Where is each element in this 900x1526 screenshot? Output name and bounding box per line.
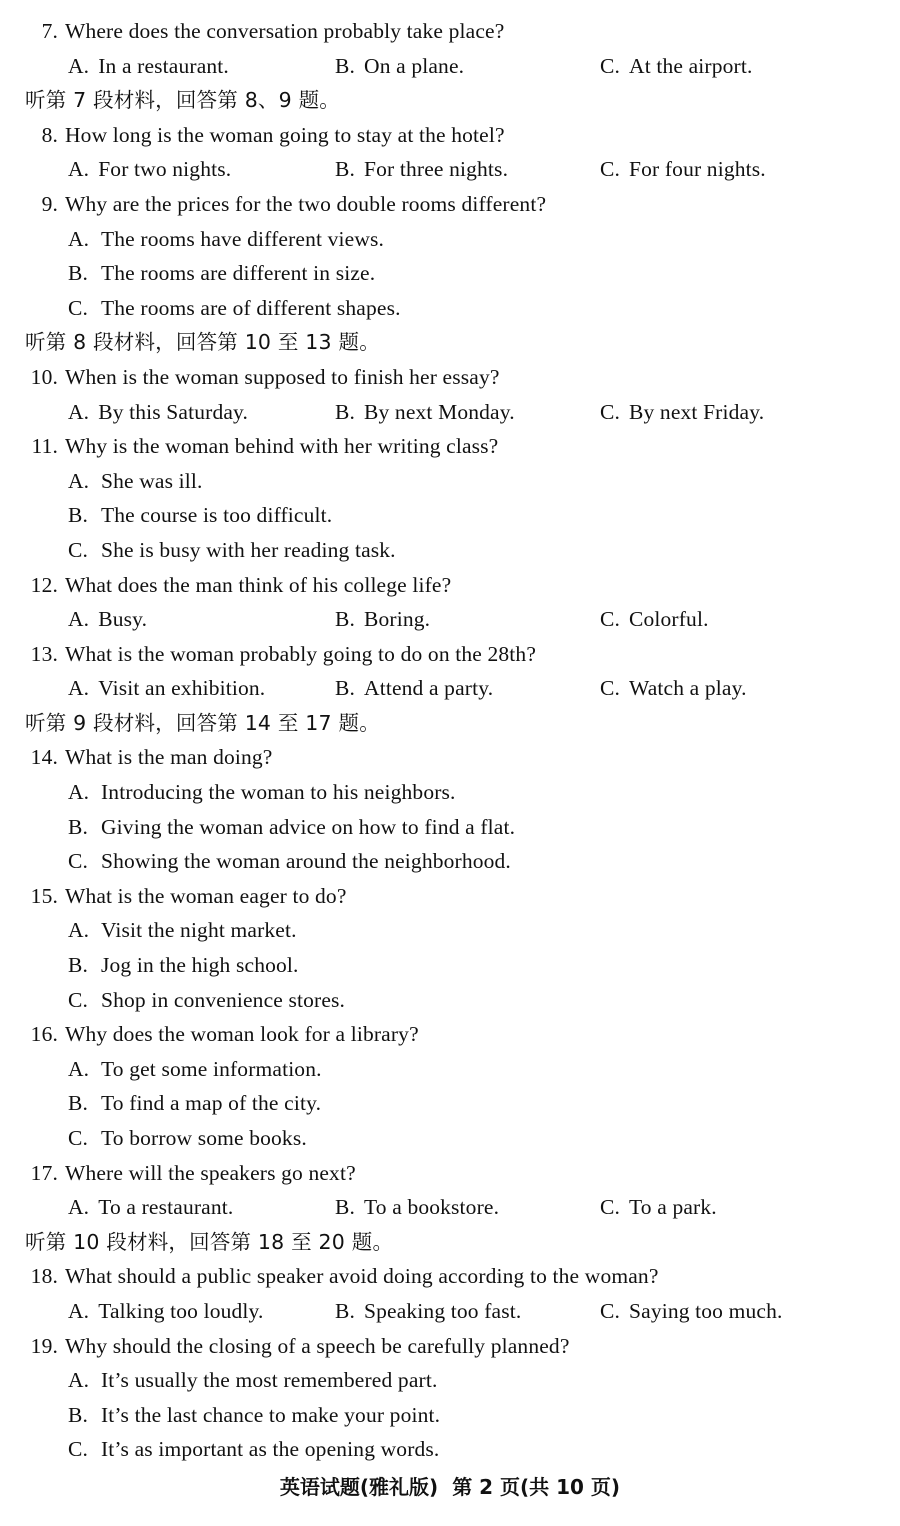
- question-stem: [0, 879, 900, 914]
- option-label: B.: [335, 399, 356, 424]
- option-text: Giving the woman advice on how to find a flat.: [101, 814, 516, 839]
- option-label: A.: [68, 1368, 90, 1393]
- question-text: Where will the speakers go next?: [65, 1160, 356, 1185]
- option-text: Introducing the woman to his neighbors.: [101, 780, 456, 805]
- answer-option[interactable]: [68, 152, 231, 187]
- option-label: A.: [68, 468, 90, 493]
- option-label: B.: [68, 814, 89, 839]
- question-number: 13.: [30, 641, 58, 666]
- question-stem: [0, 637, 900, 672]
- question-number: 19.: [30, 1333, 58, 1358]
- question-stem: [0, 1017, 900, 1052]
- option-label: B.: [335, 53, 356, 78]
- option-row: [0, 1294, 900, 1329]
- option-text: Jog in the high school.: [101, 953, 299, 978]
- option-text: It’s usually the most remembered part.: [101, 1368, 438, 1393]
- option-row: [0, 1190, 900, 1225]
- option-text: The course is too difficult.: [101, 503, 333, 528]
- answer-option[interactable]: [0, 844, 900, 879]
- option-label: B.: [335, 607, 356, 632]
- option-text: The rooms have different views.: [101, 226, 385, 251]
- option-text: The rooms are different in size.: [101, 261, 376, 286]
- option-text: It’s as important as the opening words.: [101, 1437, 440, 1462]
- question-text: Why should the closing of a speech be carefully planned?: [65, 1333, 570, 1358]
- answer-option[interactable]: [0, 810, 900, 845]
- option-text: To get some information.: [101, 1056, 322, 1081]
- option-label: B.: [335, 1195, 356, 1220]
- answer-option[interactable]: [0, 983, 900, 1018]
- option-label: C.: [600, 53, 621, 78]
- question-number: 17.: [30, 1160, 58, 1185]
- option-label: C.: [600, 676, 621, 701]
- question-text: When is the woman supposed to finish her essay?: [65, 364, 500, 389]
- question-number: 15.: [30, 883, 58, 908]
- answer-option[interactable]: [68, 1190, 233, 1225]
- option-text: By this Saturday.: [98, 399, 249, 424]
- question-number: 11.: [31, 434, 58, 459]
- option-label: C.: [600, 1195, 621, 1220]
- option-label: C.: [68, 1126, 89, 1150]
- question-stem: [0, 568, 900, 603]
- option-label: A.: [68, 399, 90, 424]
- option-label: C.: [68, 1437, 89, 1462]
- listening-directive: 听第 7 段材料，回答第 8、9 题。: [25, 88, 340, 113]
- question-number: 12.: [30, 572, 58, 597]
- answer-option[interactable]: [0, 948, 900, 983]
- answer-option[interactable]: [0, 775, 900, 810]
- question-text: What is the woman probably going to do on the 28th?: [65, 641, 537, 666]
- question-text: Why are the prices for the two double rooms different?: [65, 191, 547, 216]
- option-label: A.: [68, 1298, 90, 1323]
- answer-option[interactable]: [335, 49, 464, 84]
- answer-option[interactable]: [600, 671, 747, 706]
- answer-option[interactable]: [68, 395, 248, 430]
- answer-option[interactable]: [0, 291, 900, 326]
- footer-page-number: 第 2 页(共 10 页): [452, 1475, 621, 1499]
- page-footer: [0, 1471, 900, 1500]
- question-number: 16.: [30, 1022, 58, 1047]
- question-text: Why is the woman behind with her writing class?: [65, 434, 499, 459]
- option-text: For two nights.: [98, 157, 232, 182]
- answer-option[interactable]: [335, 1294, 521, 1329]
- question-text: What is the man doing?: [65, 745, 273, 770]
- option-text: Visit the night market.: [101, 918, 297, 943]
- option-label: B.: [68, 503, 89, 528]
- option-text: To borrow some books.: [101, 1126, 307, 1150]
- question-text: What should a public speaker avoid doing according to the woman?: [65, 1264, 659, 1289]
- answer-option[interactable]: [0, 1432, 900, 1467]
- answer-option[interactable]: [0, 1121, 900, 1156]
- question-stem: [0, 14, 900, 49]
- option-text: Shop in convenience stores.: [101, 987, 346, 1012]
- option-label: C.: [600, 1298, 621, 1323]
- option-label: A.: [68, 226, 90, 251]
- question-stem: [0, 1329, 900, 1364]
- option-text: To find a map of the city.: [101, 1091, 322, 1116]
- question-number: 10.: [30, 364, 58, 389]
- answer-option[interactable]: [68, 671, 265, 706]
- answer-option[interactable]: [68, 49, 229, 84]
- answer-option[interactable]: [600, 49, 752, 84]
- option-row: [0, 602, 900, 637]
- answer-option[interactable]: [0, 256, 900, 291]
- answer-option[interactable]: [335, 1190, 499, 1225]
- option-text: Showing the woman around the neighborhood.: [101, 849, 511, 874]
- option-row: [0, 671, 900, 706]
- answer-option[interactable]: [0, 1086, 900, 1121]
- answer-option[interactable]: [0, 1052, 900, 1087]
- option-text: For four nights.: [629, 157, 766, 182]
- option-text: Busy.: [98, 607, 148, 632]
- option-text: She was ill.: [101, 468, 203, 493]
- question-stem: [0, 118, 900, 153]
- option-label: C.: [68, 537, 89, 562]
- option-label: B.: [335, 676, 356, 701]
- answer-option[interactable]: [68, 602, 147, 637]
- option-text: It’s the last chance to make your point.: [101, 1402, 441, 1427]
- answer-option[interactable]: [0, 913, 900, 948]
- question-stem: [0, 360, 900, 395]
- option-text: By next Friday.: [629, 399, 765, 424]
- listening-directive: 听第 8 段材料，回答第 10 至 13 题。: [25, 330, 380, 355]
- option-text: She is busy with her reading task.: [101, 537, 396, 562]
- listening-directive: 听第 10 段材料，回答第 18 至 20 题。: [25, 1229, 394, 1254]
- option-label: B.: [335, 157, 356, 182]
- option-label: A.: [68, 1056, 90, 1081]
- option-label: B.: [68, 1091, 89, 1116]
- question-number: 18.: [30, 1264, 58, 1289]
- option-label: A.: [68, 53, 90, 78]
- answer-option[interactable]: [335, 152, 508, 187]
- question-text: How long is the woman going to stay at the hotel?: [65, 122, 505, 147]
- option-label: C.: [600, 157, 621, 182]
- option-label: A.: [68, 918, 90, 943]
- option-text: Visit an exhibition.: [98, 676, 266, 701]
- option-label: C.: [600, 399, 621, 424]
- exam-content: [0, 14, 900, 1467]
- option-row: [0, 152, 900, 187]
- option-text: Talking too loudly.: [98, 1298, 264, 1323]
- option-text: In a restaurant.: [98, 53, 229, 78]
- answer-option[interactable]: [0, 222, 900, 257]
- question-stem: [0, 1259, 900, 1294]
- option-text: At the airport.: [629, 53, 753, 78]
- option-text: On a plane.: [364, 53, 465, 78]
- answer-option[interactable]: [335, 395, 515, 430]
- question-number: 8.: [41, 122, 58, 147]
- option-text: Boring.: [364, 607, 431, 632]
- question-stem: [0, 187, 900, 222]
- option-label: A.: [68, 1195, 90, 1220]
- answer-option[interactable]: [0, 464, 900, 499]
- option-label: A.: [68, 157, 90, 182]
- option-label: A.: [68, 780, 90, 805]
- answer-option[interactable]: [0, 1363, 900, 1398]
- option-text: Watch a play.: [629, 676, 747, 701]
- option-text: For three nights.: [364, 157, 509, 182]
- option-text: The rooms are of different shapes.: [101, 295, 401, 320]
- option-text: To a park.: [629, 1195, 717, 1220]
- option-text: Attend a party.: [364, 676, 494, 701]
- question-text: Why does the woman look for a library?: [65, 1022, 419, 1047]
- option-label: C.: [68, 295, 89, 320]
- option-text: To a bookstore.: [364, 1195, 500, 1220]
- footer-subject-title: 英语试题(雅礼版): [279, 1475, 439, 1499]
- option-label: C.: [600, 607, 621, 632]
- option-text: To a restaurant.: [98, 1195, 234, 1220]
- option-label: A.: [68, 607, 90, 632]
- question-text: Where does the conversation probably take place?: [65, 19, 505, 43]
- answer-option[interactable]: [600, 1190, 717, 1225]
- answer-option[interactable]: [600, 602, 709, 637]
- option-label: C.: [68, 987, 89, 1012]
- option-label: A.: [68, 676, 90, 701]
- answer-option[interactable]: [600, 395, 764, 430]
- listening-directive: 听第 9 段材料，回答第 14 至 17 题。: [25, 710, 380, 735]
- question-number: 7.: [41, 19, 58, 43]
- option-label: B.: [68, 1402, 89, 1427]
- option-label: C.: [68, 849, 89, 874]
- question-text: What is the woman eager to do?: [65, 883, 347, 908]
- option-row: [0, 49, 900, 84]
- question-number: 9.: [41, 191, 58, 216]
- answer-option[interactable]: [335, 602, 430, 637]
- answer-option[interactable]: [335, 671, 493, 706]
- question-stem: [0, 1156, 900, 1191]
- answer-option[interactable]: [0, 1398, 900, 1433]
- answer-option[interactable]: [0, 498, 900, 533]
- answer-option[interactable]: [600, 1294, 783, 1329]
- answer-option[interactable]: [68, 1294, 264, 1329]
- option-text: Saying too much.: [629, 1298, 783, 1323]
- option-text: By next Monday.: [364, 399, 515, 424]
- question-number: 14.: [30, 745, 58, 770]
- option-row: [0, 395, 900, 430]
- answer-option[interactable]: [0, 533, 900, 568]
- answer-option[interactable]: [600, 152, 766, 187]
- option-label: B.: [68, 261, 89, 286]
- option-label: B.: [68, 953, 89, 978]
- option-label: B.: [335, 1298, 356, 1323]
- question-stem: [0, 740, 900, 775]
- question-stem: [0, 429, 900, 464]
- question-text: What does the man think of his college life?: [65, 572, 452, 597]
- option-text: Colorful.: [629, 607, 709, 632]
- option-text: Speaking too fast.: [364, 1298, 522, 1323]
